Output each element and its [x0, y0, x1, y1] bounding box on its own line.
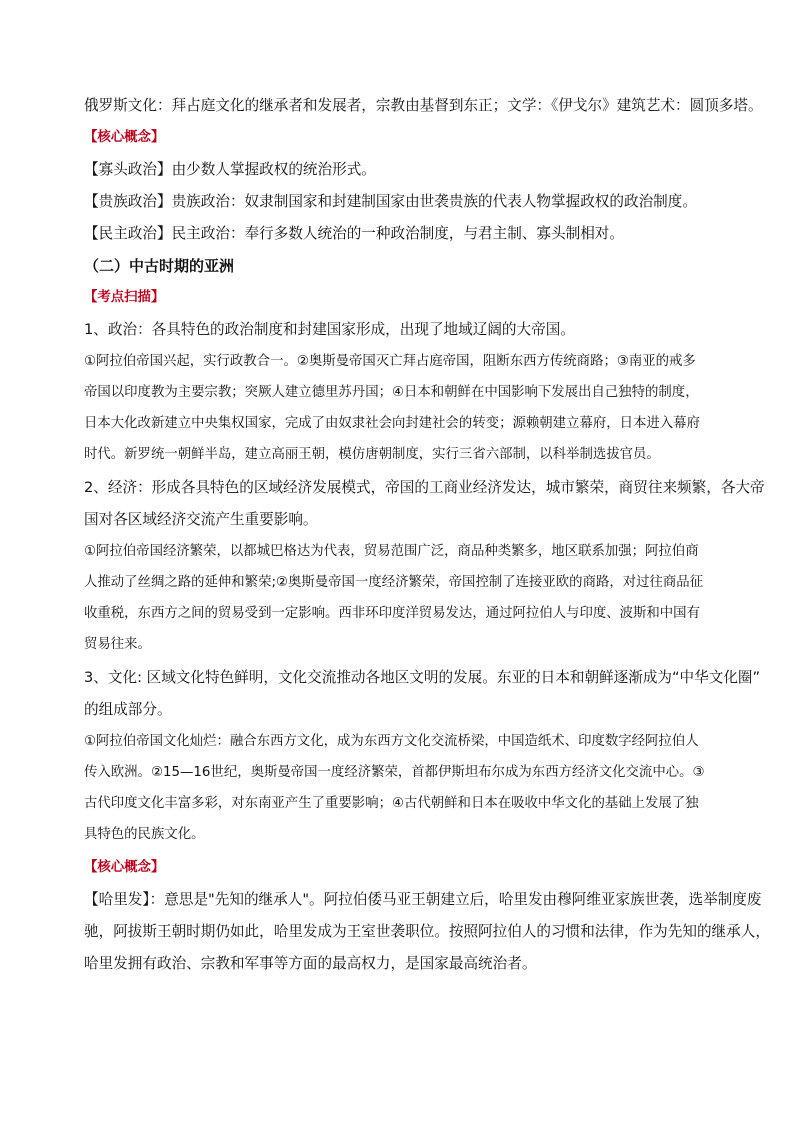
caliph-line: 驰，阿拔斯王朝时期仍如此，哈里发成为王室世袭职位。按照阿拉伯人的习惯和法律，作为先知的继承人，	[84, 923, 770, 940]
section-heading: （二）中古时期的亚洲	[84, 257, 235, 275]
politics-detail-line: ①阿拉伯帝国兴起，实行政教合一。②奥斯曼帝国灭亡拜占庭帝国，阻断东西方传统商路；③南亚的戒多	[84, 354, 696, 369]
culture-detail	[84, 732, 794, 845]
economy-detail	[84, 542, 794, 655]
culture-detail-line: ①阿拉伯帝国文化灿烂：融合东西方文化，成为东西方文化交流桥梁，中国造纸术、印度数字经阿拉伯人	[84, 734, 699, 749]
culture-detail-line: 传入欧洲。②15—16世纪，奥斯曼帝国一度经济繁荣，首都伊斯坦布尔成为东西方经济文化交流中心。③	[84, 765, 705, 780]
politics-detail	[84, 352, 794, 465]
economy-detail-line: ①阿拉伯帝国经济繁荣，以都城巴格达为代表，贸易范围广泛，商品种类繁多，地区联系加强；阿拉伯商	[84, 544, 699, 559]
culture-detail-line: 具特色的民族文化。	[84, 827, 205, 842]
concept-oligarchy: 【寡头政治】由少数人掌握政权的统治形式。	[84, 161, 376, 178]
culture-title-line: 3、文化: 区域文化特色鲜明，文化交流推动各地区文明的发展。东亚的日本和朝鲜逐渐成为“中华文化圈”	[84, 669, 761, 686]
politics-title: 1、政治：各具特色的政治制度和封建国家形成，出现了地域辽阔的大帝国。	[84, 321, 575, 338]
economy-title-line: 国对各区域经济交流产生重要影响。	[84, 511, 318, 528]
politics-detail-line: 日本大化改新建立中央集权国家，完成了由奴隶社会向封建社会的转变；源赖朝建立幕府，日本进入幕府	[84, 416, 700, 431]
concept-aristocracy: 【贵族政治】贵族政治：奴隶制国家和封建制国家由世袭贵族的代表人物掌握政权的政治制度。	[84, 193, 697, 210]
economy-title-line: 2、经济：形成各具特色的区域经济发展模式，帝国的工商业经济发达，城市繁荣，商贸往来频繁，各大帝	[84, 479, 765, 496]
economy-detail-line: 贸易往来。	[84, 637, 151, 652]
culture-title	[84, 668, 794, 720]
culture-title-line: 的组成部分。	[84, 701, 172, 718]
economy-detail-line: 人推动了丝绸之路的延伸和繁荣;②奥斯曼帝国一度经济繁荣，帝国控制了连接亚欧的商路，对过往商品征	[84, 575, 704, 590]
politics-detail-line: 帝国以印度教为主要宗教；突厥人建立德里苏丹国；④日本和朝鲜在中国影响下发展出自己独特的制度，	[84, 385, 699, 400]
economy-detail-line: 收重税，东西方之间的贸易受到一定影响。西非环印度洋贸易发达，通过阿拉伯人与印度、波斯和中国有	[84, 606, 700, 621]
core-concept-tag: 【核心概念】	[84, 130, 165, 145]
intro-paragraph: 俄罗斯文化：拜占庭文化的继承者和发展者，宗教由基督到东正；文学：《伊戈尔》建筑艺术：圆顶多塔。	[84, 97, 763, 114]
core-concept-tag-2: 【核心概念】	[84, 860, 165, 875]
caliph-line: 【哈里发】：意思是"先知的继承人"。阿拉伯倭马亚王朝建立后，哈里发由穆阿维亚家族世袭，选举制度废	[84, 891, 762, 908]
exam-points-tag: 【考点扫描】	[84, 290, 165, 305]
caliph-line: 哈里发拥有政治、宗教和军事等方面的最高权力，是国家最高统治者。	[84, 955, 537, 972]
concept-democracy: 【民主政治】民主政治：奉行多数人统治的一种政治制度，与君主制、寡头制相对。	[84, 225, 624, 242]
politics-detail-line: 时代。新罗统一朝鲜半岛，建立高丽王朝，模仿唐朝制度，实行三省六部制，以科举制选拔官员。	[84, 447, 660, 462]
economy-title	[84, 478, 794, 530]
caliph-paragraph	[84, 890, 794, 974]
culture-detail-line: 古代印度文化丰富多彩，对东南亚产生了重要影响；④古代朝鲜和日本在吸收中华文化的基础上发展了独	[84, 796, 699, 811]
